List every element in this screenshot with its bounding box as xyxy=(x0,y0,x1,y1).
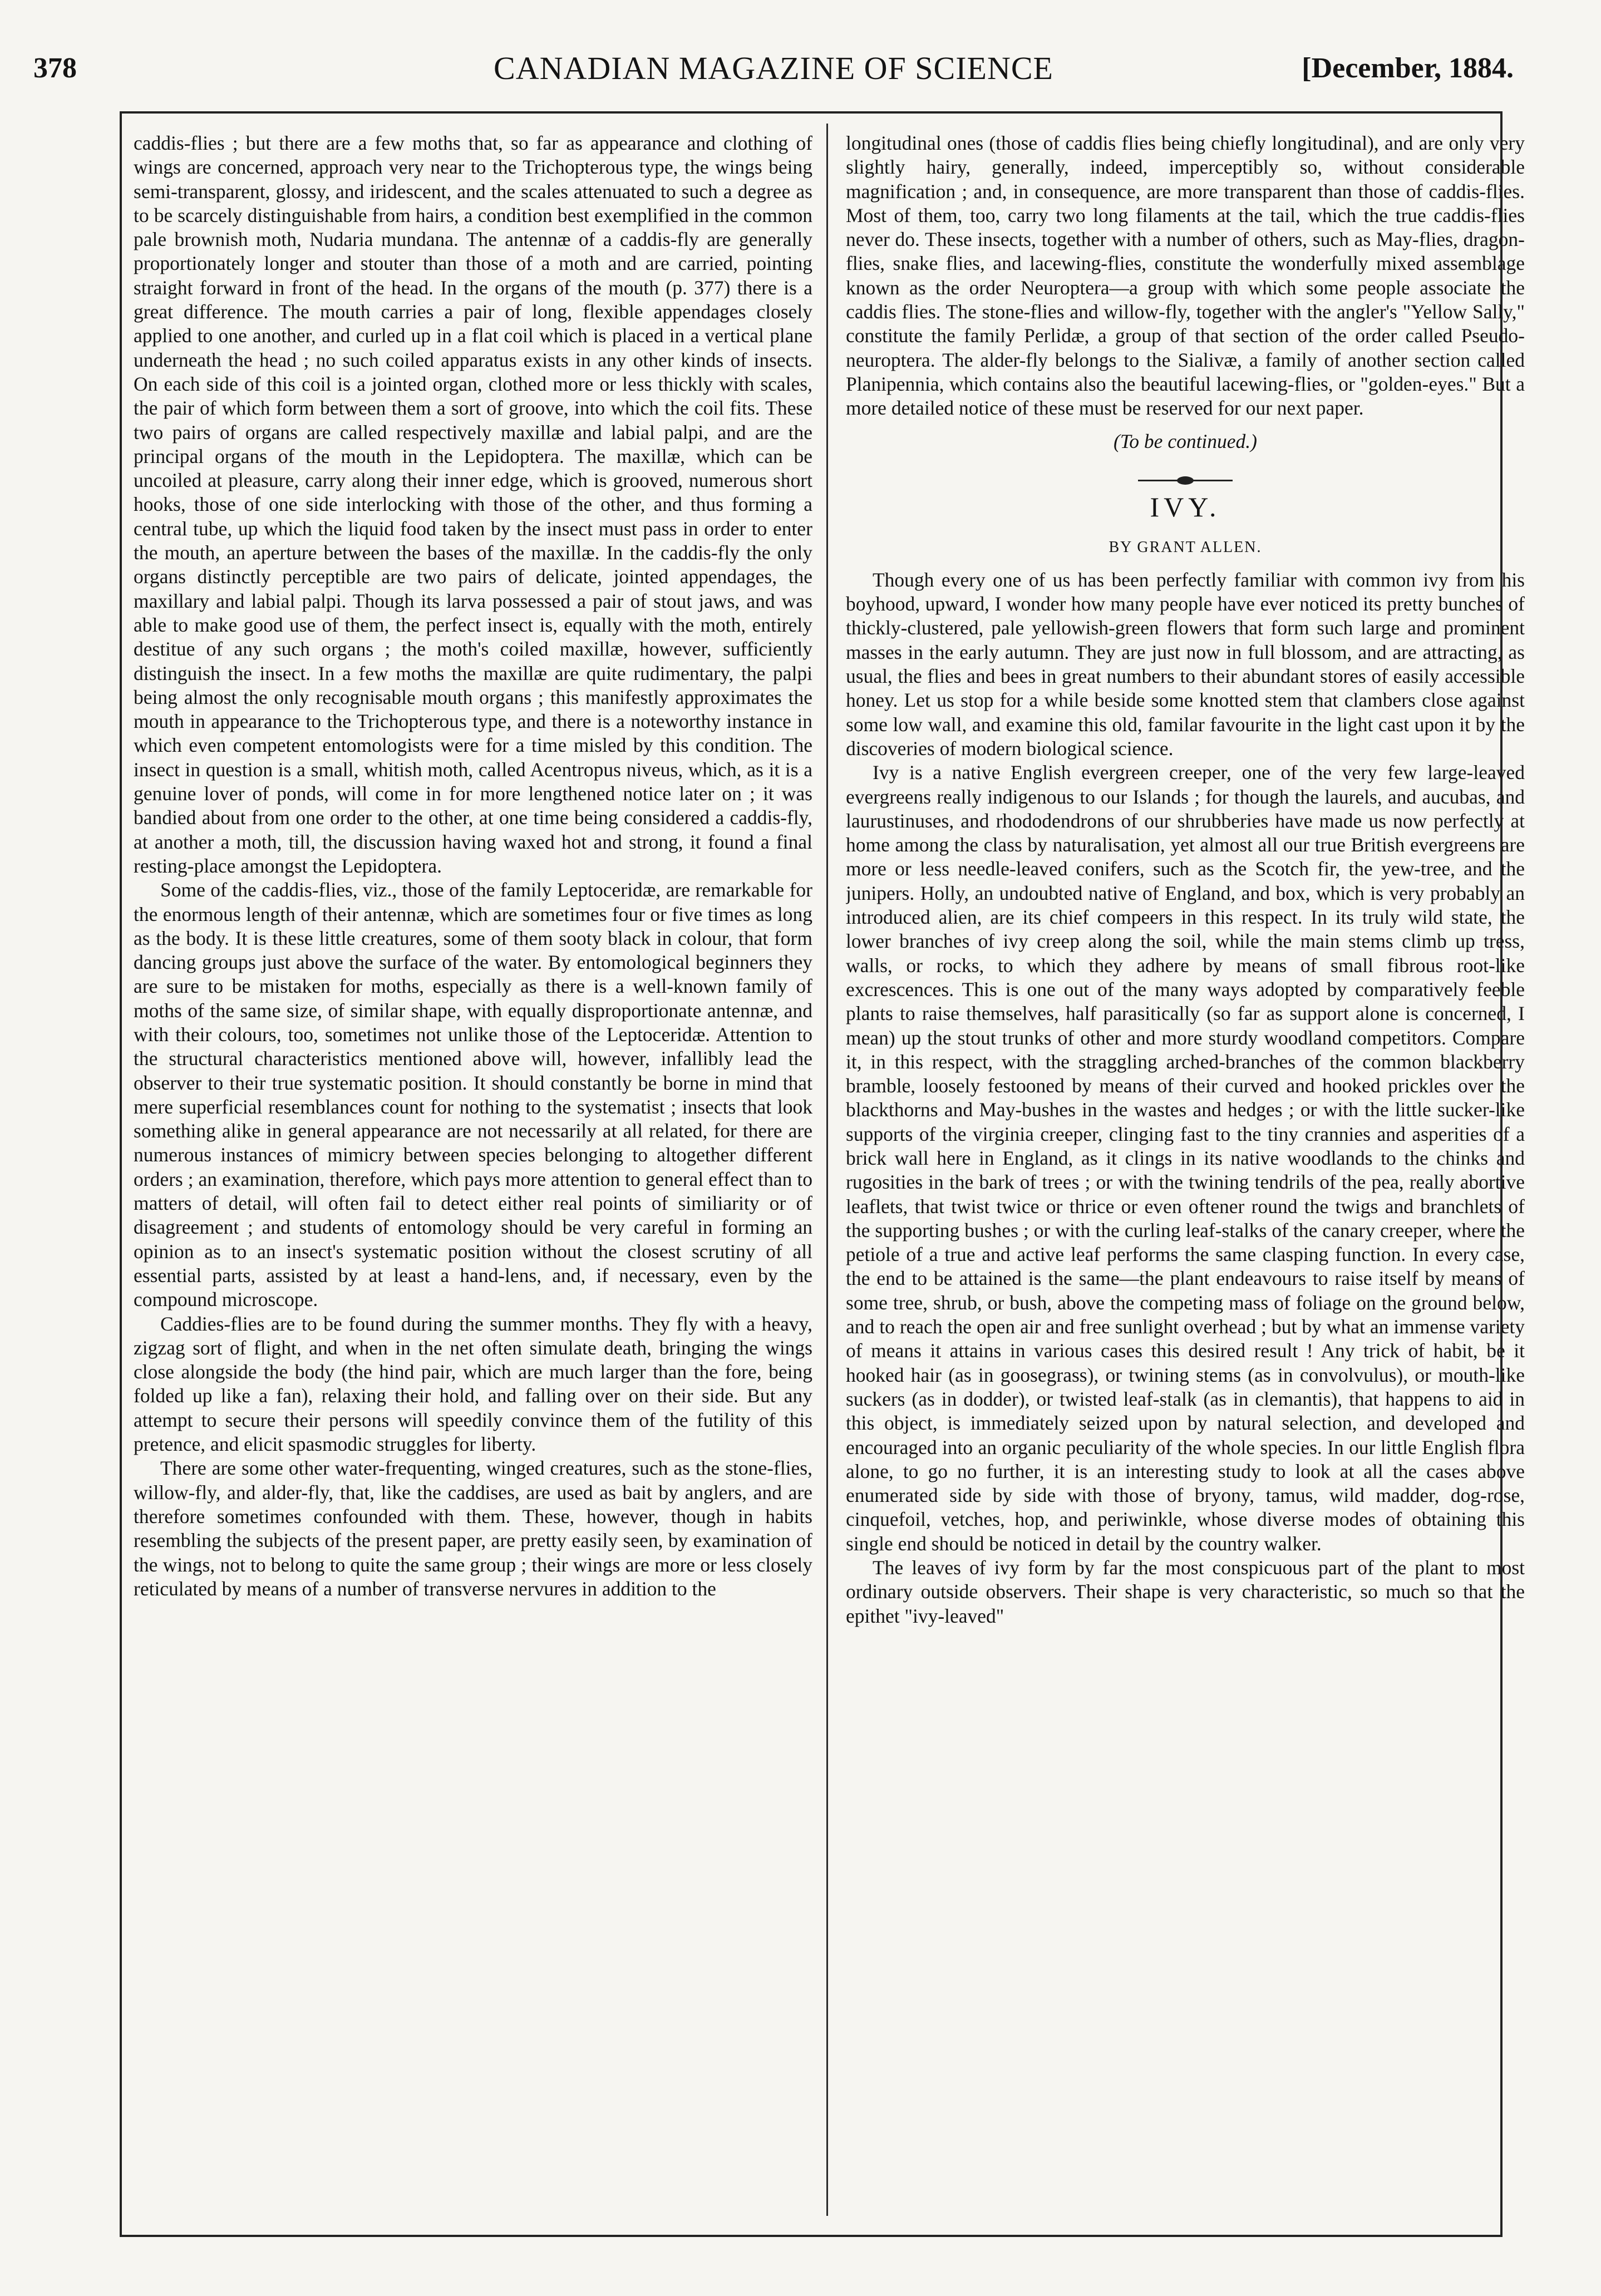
body-paragraph: caddis-flies ; but there are a few moths that, so far as appearance and clothing of wings are concerned, approach very near to the Trichopterous type, the wings being semi-transparent, glossy, and iridescent, and the scales attenuated to such a degree as to be scarcely distinguishable from hairs, a condition best exemplified in the common pale brownish moth, Nudaria mundana. The antennæ of a caddis-fly are generally proportionately longer and stouter than those of a moth and are carried, pointing straight forward in front of the head. In the organs of the mouth (p. 377) there is a great difference. The mouth carries a pair of long, flexible appendages closely applied to one another, and curled up in a flat coil which is placed in a vertical plane underneath the head ; no such coiled apparatus exists in any other kinds of insects. On each side of this coil is a jointed organ, clothed more or less thickly with scales, the pair of which form between them a sort of groove, into which the coil fits. These two pairs of organs are called respectively maxillæ and labial palpi, and are the principal organs of the mouth in the Lepidoptera. The maxillæ, which can be uncoiled at pleasure, carry along their inner edge, which is grooved, numerous short hooks, those of one side interlocking with those of the other, and thus forming a central tube, up which the liquid food taken by the insect must pass in order to enter the mouth, an aperture between the bases of the maxillæ. In the caddis-fly the only organs distinctly perceptible are two pairs of delicate, jointed appendages, the maxillary and labial palpi. Though its larva possessed a pair of stout jaws, and was able to make good use of them, the perfect insect is, equally with the moth, entirely destitue of any such organs ; the moth's coiled maxillæ, however, sufficiently distinguish the insect. In a few moths the maxillæ are quite rudimentary, the palpi being almost the only recognisable mouth organs ; this manifestly approximates the mouth in appearance to the Trichopterous type, and there is a noteworthy instance in which even competent entomologists were for a time misled by this condition. The insect in question is a small, whitish moth, called Acentropus niveus, which, as it is a genuine lover of ponds, will come in for more lengthened notice later on ; it was bandied about from one order to the other, at one time being considered a caddis-fly, at another a moth, till, the discussion having waxed hot and strong, it found a final resting-place amongst the Lepidoptera. xyxy=(134,132,812,877)
article-title: IVY. xyxy=(1150,491,1221,523)
body-paragraph: There are some other water-frequenting, winged creatures, such as the stone-flies, willow-fly, and alder-fly, that, like the caddises, are used as bait by anglers, and are therefore sometimes confounded with them. These, however, though in habits resembling the subjects of the present paper, are pretty easily seen, by examination of the wings, not to belong to quite the same group ; their wings are more or less closely reticulated by means of a number of transverse nervures in addition to the xyxy=(134,1457,812,1600)
section-ornament xyxy=(846,467,1525,478)
magazine-title: CANADIAN MAGAZINE OF SCIENCE xyxy=(494,50,1053,86)
article-byline: BY GRANT ALLEN. xyxy=(1109,538,1262,556)
right-column xyxy=(846,131,1525,2224)
issue-date: [December, 1884. xyxy=(1302,52,1514,84)
ornament-rule xyxy=(1138,480,1233,481)
body-paragraph: The leaves of ivy form by far the most conspicuous part of the plant to most ordinary outside observers. Their shape is very characteristic, so much so that the epithet "ivy-leaved" xyxy=(846,1556,1525,1627)
body-paragraph: Though every one of us has been perfectly familiar with common ivy from his boyhood, upward, I wonder how many people have ever noticed its pretty bunches of thickly-clustered, pale yellowish-green flowers that form such large and prominent masses in the early autumn. They are just now in full blossom, and are attracting, as usual, the flies and bees in great numbers to their abundant stores of easily accessible honey. Let us stop for a while beside some knotted stem that clambers close against some low wall, and examine this old, familar favourite in the light cast upon it by the discoveries of modern biological science. xyxy=(846,568,1525,760)
body-paragraph: Ivy is a native English evergreen creeper, one of the very few large-leaved evergreens really indigenous to our Islands ; for though the laurels, and aucubas, and laurustinuses, and rhododendrons of our shrubberies have made us now perfectly at home among the class by naturalisation, yet almost all our true British evergreens are more or less needle-leaved conifers, such as the Scotch fir, the yew-tree, and the junipers. Holly, an undoubted native of England, and box, which is very probably an introduced alien, are its chief compeers in this respect. In its truly wild state, the lower branches of ivy creep along the soil, while the main stems climb up tress, walls, or rocks, to which they adhere by means of small fibrous root-like excrescences. This is one out of the many ways adopted by comparatively feeble plants to raise themselves, half parasitically (so far as support alone is concerned, I mean) up the stout trunks of other and more sturdy woodland competitors. Compare it, in this respect, with the straggling arched-branches of the common blackberry bramble, loosely festooned by means of their curved and hooked prickles over the blackthorns and May-bushes in the wastes and hedges ; or with the little sucker-like supports of the virginia creeper, clinging fast to the tiny crannies and asperities of a brick wall here in England, as it clings in its native woodlands to the chinks and rugosities in the bark of trees ; or with the twining tendrils of the pea, really abortive leaflets, that twist twice or thrice or even oftener round the twigs and branchlets of the supporting bushes ; or with the curling leaf-stalks of the canary creeper, where the petiole of a true and active leaf performs the same clasping function. In every case, the end to be attained is the same—the plant endeavours to raise itself by means of some tree, shrub, or bush, above the competing mass of foliage on the ground below, and to reach the open air and free sunlight overhead ; but by what an immense variety of means it attains in various cases this desired result ! Any trick of habit, be it hooked hair (as in goosegrass), or twining stems (as in convolvulus), or mouth-like suckers (as in dodder), or twisted leaf-stalk (as in clemantis), that happens to aid in this object, is immediately seized upon by natural selection, and developed and encouraged into an organic peculiarity of the whole species. In our little English flora alone, to go no further, it is an interesting study to look at all the cases above enumerated side by side with those of bryony, tamus, wild madder, dog-rose, cinquefoil, vetches, hop, and periwinkle, whose diverse modes of obtaining this single end should be noticed in detail by the country walker. xyxy=(846,761,1525,1555)
left-column xyxy=(134,131,812,2224)
page-header xyxy=(33,43,1514,105)
continued-paragraph: longitudinal ones (those of caddis flies being chiefly longitudinal), and are only very slightly hairy, generally, indeed, imperceptibly so, without considerable magnification ; and, in consequence, are more transparent than those of caddis-flies. Most of them, too, carry two long filaments at the tail, which the true caddis-flies never do. These insects, together with a number of others, such as May-flies, dragon-flies, snake flies, and lacewing-flies, constitute the wonderfully mixed assemblage known as the order Neuroptera—a group with which some people associate the caddis flies. The stone-flies and willow-fly, together with the angler's "Yellow Sally," constitute the family Perlidæ, a group of that section of the order called Pseudo-neuroptera. The alder-fly belongs to the Sialivæ, a family of another section called Planipennia, which contains also the beautiful lacewing-flies, or "golden-eyes." But a more detailed notice of these must be reserved for our next paper. xyxy=(846,132,1525,420)
body-paragraph: Some of the caddis-flies, viz., those of the family Leptoceridæ, are remarkable for the enormous length of their antennæ, which are sometimes four or five times as long as the body. It is these little creatures, some of them sooty black in colour, that form dancing groups just above the surface of the water. By entomological beginners they are sure to be mistaken for moths, especially as there is a well-known family of moths of the same size, of similar shape, with equally disproportionate antennæ, and with their colours, too, sometimes not unlike those of the Leptoceridæ. Attention to the structural characteristics mentioned above will, however, infallibly lead the observer to their true systematic position. It should constantly be borne in mind that mere superficial resemblances count for nothing to the systematist ; insects that look something alike in general appearance are not necessarily at all related, for there are numerous instances of mimicry between species belonging to altogether different orders ; an examination, therefore, which pays more attention to general effect than to matters of detail, will often fail to detect either real points of similiarity or of disagreement ; and students of entomology should be very careful in forming an opinion as to an insect's systematic position without the closest scrutiny of all essential parts, assisted by at least a hand-lens, and, if necessary, even by the compound microscope. xyxy=(134,879,812,1311)
body-paragraph: Caddies-flies are to be found during the summer months. They fly with a heavy, zigzag sort of flight, and when in the net often simulate death, bringing the wings close alongside the body (the hind pair, which are much larger than the fore, being folded up like a fan), relaxing their hold, and falling over on their side. But any attempt to secure their persons will speedily convince them of the futility of this pretence, and elicit spasmodic struggles for liberty. xyxy=(134,1312,812,1456)
page-number: 378 xyxy=(33,52,77,84)
column-divider xyxy=(826,124,828,2216)
to-be-continued-note: (To be continued.) xyxy=(1114,430,1257,452)
